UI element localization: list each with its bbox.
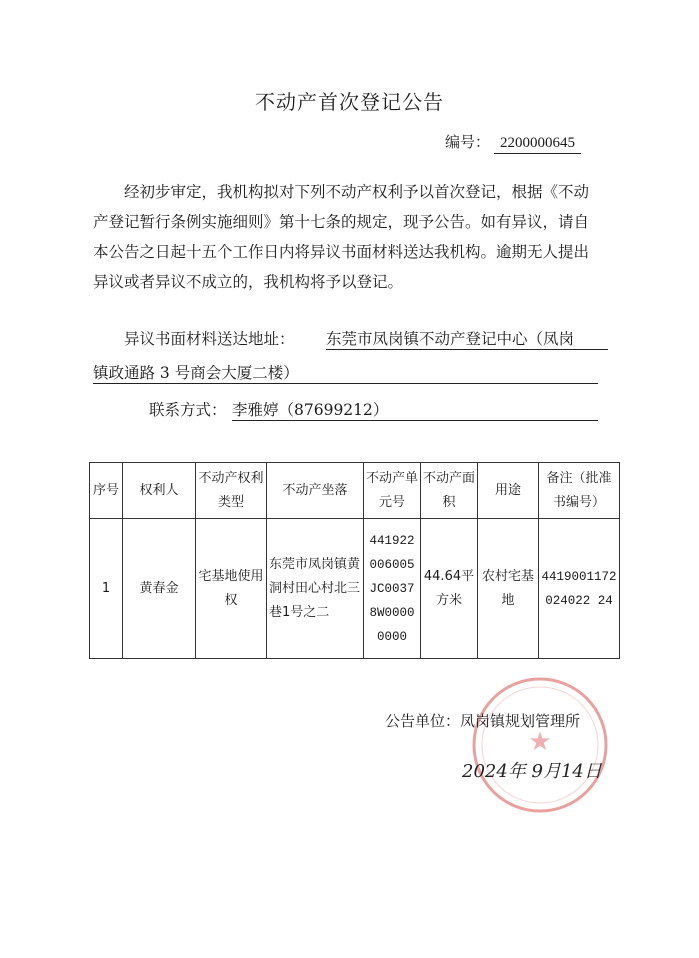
doc-number-value: 2200000645: [494, 135, 581, 154]
doc-number-label: 编号：: [445, 133, 491, 151]
notice-paragraph: 经初步审定，我机构拟对下列不动产权利予以首次登记，根据《不动产登记暂行条例实施细则》第十七条的规定，现予公告。如有异议，请自本公告之日起十五个工作日内将异议书面材料送达我机构。逾期无人提出异议或者异议不成立的，我机构将予以登记。: [93, 183, 590, 291]
contact-value: 李雅婷（87699212）: [232, 398, 598, 421]
cell-index: 1: [90, 519, 123, 659]
col-header: 用途: [478, 463, 539, 519]
cell-right-type: 宅基地使用权: [196, 519, 267, 659]
address-value-line2: 镇政通路 3 号商会大厦二楼）: [93, 361, 598, 384]
cell-remark: 4419001172024022 24: [539, 519, 620, 659]
cell-unit-number: 441922006005JC00378W00000000: [364, 519, 421, 659]
col-header: 不动产坐落: [267, 463, 364, 519]
address-value-line1: 东莞市凤岗镇不动产登记中心（凤岗: [326, 327, 608, 350]
official-seal: [465, 670, 615, 820]
registration-table: [89, 462, 620, 659]
col-header: 权利人: [123, 463, 196, 519]
cell-location: 东莞市凤岗镇黄洞村田心村北三巷1号之二: [267, 519, 364, 659]
col-header: 备注（批准书编号）: [539, 463, 620, 519]
table-row: [90, 519, 620, 659]
col-header: 序号: [90, 463, 123, 519]
page-title: 不动产首次登记公告: [255, 90, 444, 114]
svg-text:★: ★: [528, 727, 552, 757]
doc-number: [445, 131, 581, 154]
cell-owner: 黄春金: [123, 519, 196, 659]
contact-label: 联系方式：: [149, 401, 227, 419]
col-header: 不动产权利类型: [196, 463, 267, 519]
cell-usage: 农村宅基地: [478, 519, 539, 659]
col-header: 不动产面积: [421, 463, 478, 519]
cell-area: 44.64平方米: [421, 519, 478, 659]
issuing-unit: 公告单位：凤岗镇规划管理所: [385, 712, 581, 730]
issue-date: 2024年 9月14日: [462, 761, 602, 782]
col-header: 不动产单元号: [364, 463, 421, 519]
address-label: 异议书面材料送达地址：: [124, 330, 295, 348]
table-header-row: [90, 463, 620, 519]
